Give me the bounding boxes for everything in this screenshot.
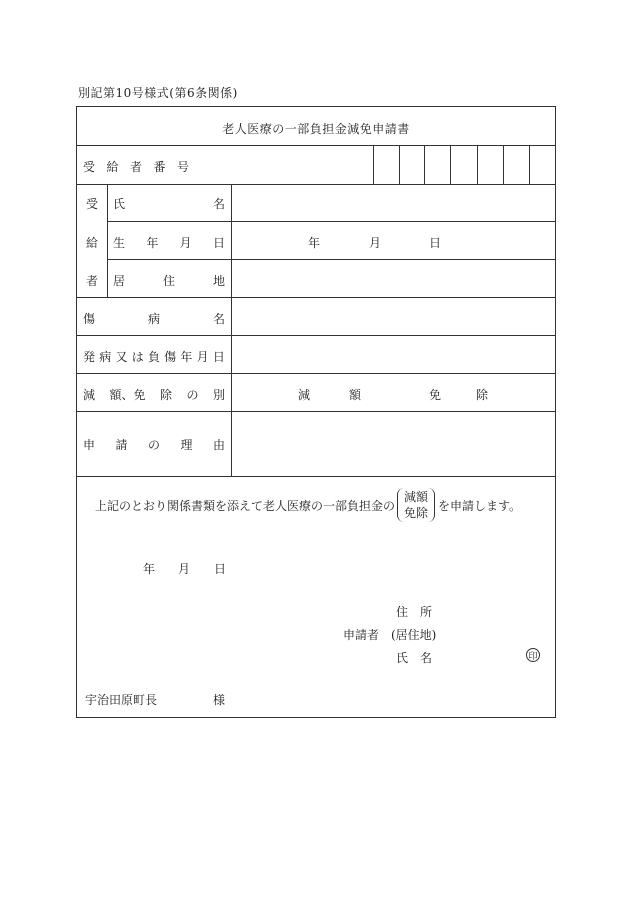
recipient-group-label-1: 受 [85,197,98,211]
row-divider [77,476,555,477]
reason-input[interactable] [232,412,555,476]
reduction-exemption-bracket: 減額 免除 [397,488,435,522]
type-label: 減 額、免 除 の 別 [83,388,225,402]
application-year-label: 年 [143,562,156,576]
honorific: 様 [213,693,226,707]
birth-month-label: 月 [369,236,382,250]
application-month-label: 月 [178,562,191,576]
reason-label: 申 請 の 理 由 [83,438,225,452]
name-label: 氏 名 [113,197,225,211]
column-divider [107,184,108,297]
recipient-group-label-3: 者 [85,274,98,288]
row-divider [77,373,555,374]
disease-input[interactable] [232,298,555,335]
birth-day-label: 日 [429,236,442,250]
name-input[interactable] [232,185,555,221]
application-form [76,106,556,718]
onset-date-input[interactable] [232,336,555,373]
birthdate-label: 生 年 月 日 [113,236,225,250]
applicant-name-label: 氏 名 [396,651,433,665]
statement-text: 上記のとおり関係書類を添えて老人医療の一部負担金の [95,499,396,513]
recipient-group-label-2: 給 [85,236,98,250]
form-title: 老人医療の一部負担金減免申請書 [222,122,410,136]
exemption-option[interactable]: 免 除 [429,388,488,402]
seal-mark: 印 [526,648,540,662]
address-label: 住 所 [396,605,433,619]
reduction-option[interactable]: 減 額 [298,388,361,402]
row-divider [107,221,555,222]
onset-date-label: 発 病 又 は 負 傷 年 月 日 [83,350,225,364]
residence-paren-label: (居住地) [391,628,437,642]
applicant-label: 申請者 [343,628,380,642]
residence-label: 居 住 地 [113,274,225,288]
form-caption: 別記第10号様式(第6条関係) [78,86,238,100]
statement-suffix: を申請します。 [438,499,522,513]
application-day-label: 日 [214,562,227,576]
residence-input[interactable] [232,260,555,297]
recipient-number-label: 受 給 者 番 号 [83,160,189,174]
recipient-number-input[interactable] [373,145,555,184]
birth-year-label: 年 [308,236,321,250]
addressee: 宇治田原町長 [85,693,158,707]
disease-label: 傷 病 名 [83,312,225,326]
